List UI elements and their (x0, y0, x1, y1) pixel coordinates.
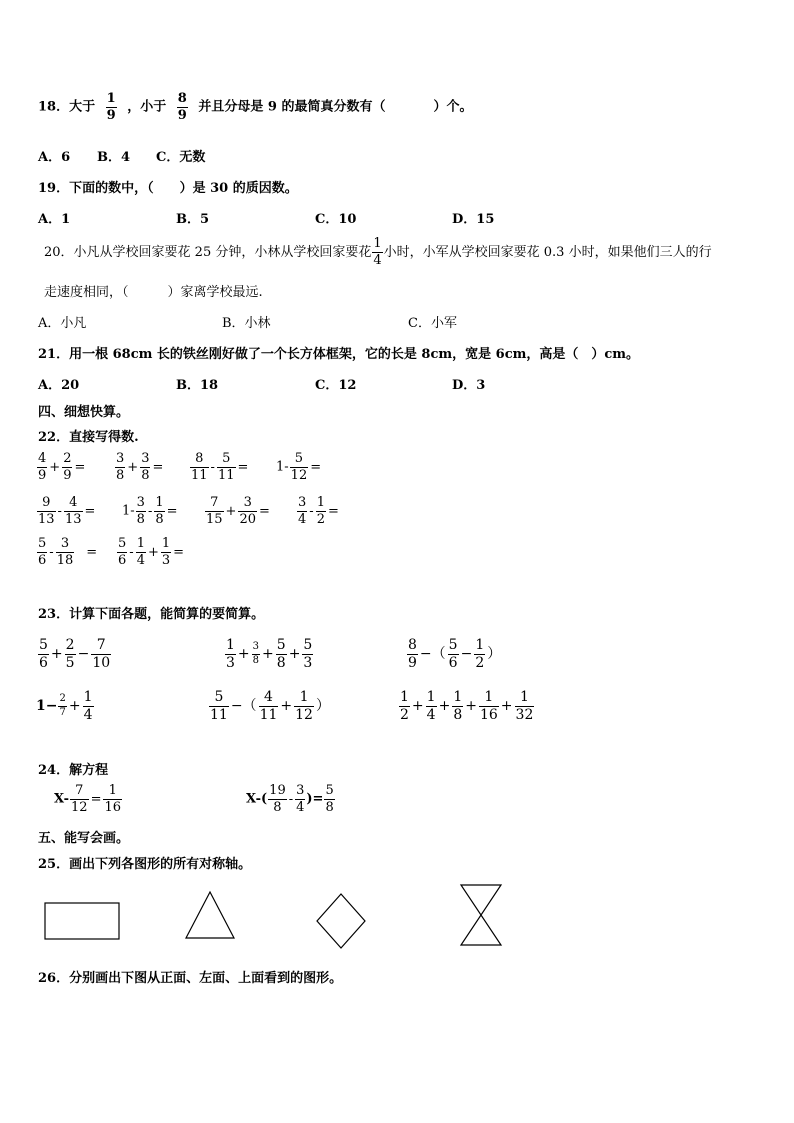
fraction: $\frac{1}{4}$ (426, 689, 436, 723)
fraction: $\frac{5}{8}$ (325, 783, 334, 815)
q20-text-1: 20．小凡从学校回家要花 25 分钟，小林从学校回家要花 (44, 245, 372, 260)
fraction: $\frac{4}{13}$ (64, 495, 82, 527)
operator: - (129, 544, 134, 560)
fraction: $\frac{1}{3}$ (226, 637, 235, 671)
operator: + (237, 646, 250, 663)
rectangle-figure (42, 900, 122, 942)
fraction: $\frac{2}{7}$ (59, 693, 66, 718)
q24-title: 24．解方程 (38, 763, 109, 778)
operator: + (411, 698, 424, 715)
q22-item (276, 452, 322, 482)
equals-sign: = (152, 459, 164, 475)
q22-title: 22．直接写得数. (38, 430, 139, 445)
q23-title: 23．计算下面各题，能简算的要简算。 (38, 607, 265, 622)
operator: + (147, 544, 159, 560)
equals-sign: = (84, 503, 96, 519)
operator: ） (315, 698, 330, 715)
fraction: $\frac{1}{16}$ (104, 783, 122, 815)
fraction: $\frac{5}{6}$ (38, 536, 47, 568)
q20-line-1 (44, 236, 712, 270)
operator: −（ (230, 698, 257, 715)
q18-number: 18． (38, 99, 70, 115)
q19-text: 19．下面的数中，（ ）是 30 的质因数。 (38, 181, 298, 196)
triangle-figure (182, 890, 238, 942)
fraction: $\frac{1}{2}$ (400, 689, 409, 723)
fraction: $\frac{3}{8}$ (141, 451, 150, 483)
q20-line-2: 走速度相同，（ ）家离学校最远. (44, 285, 263, 300)
fraction: $\frac{1}{3}$ (161, 536, 171, 568)
operator: + (280, 698, 293, 715)
operator: − (460, 646, 473, 663)
fraction: $\frac{19}{8}$ (269, 783, 286, 815)
operator: + (500, 698, 513, 715)
q21-option-a: A．20 (38, 378, 80, 393)
fraction: $\frac{4}{11}$ (259, 689, 278, 723)
equals-sign: = (173, 544, 185, 560)
fraction: $\frac{3}{18}$ (56, 536, 74, 568)
fraction: $\frac{8}{11}$ (191, 451, 208, 483)
q18-option-b: B．4 (97, 150, 131, 165)
operator: - (309, 503, 314, 519)
q23-expression (398, 690, 535, 722)
q18-text-3: 并且分母是 9 的最简真分数有（ (198, 99, 386, 115)
equals-sign: = (74, 459, 86, 475)
q25-title: 25．画出下列各图形的所有对称轴。 (38, 857, 252, 872)
equals-sign: = (90, 791, 102, 807)
fraction: $\frac{3}{8}$ (116, 451, 125, 483)
q18-option-c: C．无数 (156, 150, 206, 165)
fraction: $\frac{1}{12}$ (295, 689, 313, 723)
q22-item (189, 452, 249, 482)
fraction: $\frac{9}{13}$ (38, 495, 55, 527)
equals-sign: = (310, 459, 322, 475)
q22-item (122, 496, 179, 526)
fraction: $\frac{1}{2}$ (316, 495, 325, 527)
operator: + (465, 698, 477, 715)
fraction: $\frac{3}{20}$ (239, 495, 256, 527)
q19-option-b: B．5 (176, 212, 210, 227)
operator: + (438, 698, 451, 715)
fraction: $\frac{1}{4}$ (83, 689, 93, 723)
q24-equation (54, 784, 123, 814)
fraction: $\frac{3}{4}$ (298, 495, 307, 527)
q20-text-2: 小时，小军从学校回家要花 0.3 小时，如果他们三人的行 (383, 245, 712, 260)
operator: ） (487, 646, 502, 663)
operator: X- (54, 791, 70, 807)
q21-option-c: C．12 (315, 378, 357, 393)
fraction: $\frac{5}{12}$ (290, 451, 308, 483)
q20-option-b: B．小林 (222, 316, 271, 331)
fraction: $\frac{1}{4}$ (136, 536, 145, 568)
operator: X-( (246, 791, 268, 807)
q18-text-4: ）个。 (433, 99, 473, 115)
fraction: $\frac{1}{9}$ (106, 91, 116, 123)
fraction: $\frac{5}{6}$ (448, 637, 458, 671)
q19-option-a: A．1 (38, 212, 71, 227)
operator: 1- (122, 503, 135, 519)
q22-item (114, 452, 164, 482)
fraction: $\frac{1}{32}$ (515, 689, 534, 723)
fraction: $\frac{5}{6}$ (39, 637, 48, 671)
fraction: $\frac{1}{2}$ (475, 637, 485, 671)
fraction: $\frac{1}{8}$ (453, 689, 463, 723)
equals-sign: = (86, 544, 98, 560)
hourglass-figure (458, 882, 504, 948)
fraction: $\frac{7}{10}$ (92, 637, 111, 671)
fraction: $\frac{1}{4}$ (373, 236, 382, 268)
fraction: $\frac{3}{8}$ (136, 495, 145, 527)
q18-option-a: A．6 (38, 150, 71, 165)
rhombus-figure (314, 892, 368, 950)
q18-line (38, 92, 472, 122)
equals-sign: = (259, 503, 270, 519)
q23-expression (36, 690, 95, 722)
fraction: $\frac{5}{11}$ (210, 689, 228, 723)
operator: − (77, 646, 90, 663)
operator: + (262, 646, 274, 663)
operator: 1- (276, 459, 289, 475)
q22-item (36, 452, 86, 482)
q22-item (204, 496, 271, 526)
fraction: $\frac{4}{9}$ (38, 451, 47, 483)
operator: + (50, 646, 63, 663)
operator: - (57, 503, 62, 519)
equals-sign: = (327, 503, 339, 519)
operator: - (49, 544, 54, 560)
section-heading: 五、能写会画。 (38, 831, 130, 846)
fraction: $\frac{7}{15}$ (206, 495, 223, 527)
q23-expression (208, 690, 331, 722)
fraction: $\frac{8}{9}$ (177, 91, 187, 123)
fraction: $\frac{5}{8}$ (276, 637, 286, 671)
operator: + (49, 459, 61, 475)
q26-title: 26．分别画出下图从正面、左面、上面看到的图形。 (38, 971, 343, 986)
q19-option-d: D．15 (452, 212, 495, 227)
section-heading: 四、细想快算。 (38, 405, 130, 420)
q22-item (296, 496, 340, 526)
q21-option-b: B．18 (176, 378, 219, 393)
q22-item (36, 496, 96, 526)
fraction: $\frac{2}{5}$ (65, 637, 75, 671)
equals-sign: = (237, 459, 249, 475)
fraction: $\frac{5}{3}$ (303, 637, 313, 671)
operator: + (288, 646, 301, 663)
fraction: $\frac{7}{12}$ (71, 783, 88, 815)
q22-item (36, 537, 98, 567)
operator: −（ (419, 646, 446, 663)
fraction: $\frac{5}{6}$ (118, 536, 127, 568)
operator: 1− (36, 698, 58, 715)
operator: - (288, 791, 294, 807)
q21-option-d: D．3 (452, 378, 486, 393)
q20-option-a: A．小凡 (38, 316, 87, 331)
fraction: $\frac{1}{16}$ (479, 689, 498, 723)
fraction: $\frac{5}{11}$ (217, 451, 235, 483)
operator: - (210, 459, 215, 475)
fraction: $\frac{3}{4}$ (296, 783, 305, 815)
q19-option-c: C．10 (315, 212, 357, 227)
q23-expression (406, 638, 502, 670)
operator: + (127, 459, 139, 475)
equals-sign: = (166, 503, 178, 519)
q24-equation (246, 784, 336, 814)
operator: )= (306, 791, 324, 807)
q23-expression (37, 638, 112, 670)
fraction: $\frac{3}{8}$ (252, 641, 260, 666)
fraction: $\frac{8}{9}$ (408, 637, 417, 671)
fraction: $\frac{2}{9}$ (63, 451, 72, 483)
q18-text-2: ，小于 (127, 99, 167, 115)
operator: + (225, 503, 237, 519)
operator: + (68, 698, 81, 715)
q21-text: 21．用一根 68cm 长的铁丝刚好做了一个长方体框架，它的长是 8cm，宽是 6cm，高是（ ）cm。 (38, 347, 640, 362)
q23-expression (224, 638, 314, 670)
q18-text-1: 大于 (69, 99, 96, 115)
fraction: $\frac{1}{8}$ (155, 495, 164, 527)
q20-option-c: C．小军 (408, 316, 457, 331)
q22-item (116, 537, 185, 567)
operator: - (147, 503, 153, 519)
